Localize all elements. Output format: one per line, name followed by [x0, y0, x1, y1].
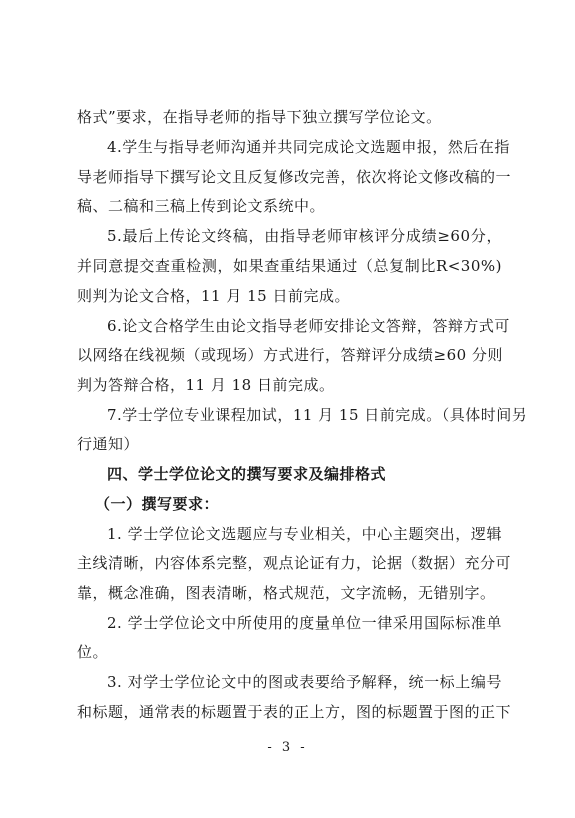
text-line-8: 6.论文合格学生由论文指导老师安排论文答辩，答辩方式可 [107, 317, 510, 335]
text-line-16: 主线清晰，内容体系完整，观点论证有力，论据（数据）充分可 [77, 554, 512, 572]
page-number: - 3 - [267, 740, 308, 755]
text-line-4: 稿、二稿和三稿上传到论文系统中。 [77, 197, 326, 215]
text-line-6: 并同意提交查重检测，如果查重结果通过（总复制比R<30%) [77, 257, 502, 275]
text-line-12: 行通知） [77, 435, 140, 453]
text-line-17: 靠，概念准确，图表清晰，格式规范，文字流畅，无错别字。 [77, 584, 496, 602]
subsection-heading: （一）撰写要求： [95, 495, 220, 513]
text-line-7: 则判为论文合格，11 月 15 日前完成。 [77, 287, 350, 305]
text-line-2: 4.学生与指导老师沟通并共同完成论文选题申报，然后在指 [107, 138, 510, 156]
text-line-5: 5.最后上传论文终稿，由指导老师审核评分成绩≥60分， [107, 227, 502, 245]
text-line-19: 位。 [77, 643, 109, 661]
text-line-18: 2. 学士学位论文中所使用的度量单位一律采用国际标准单 [107, 614, 502, 632]
text-line-20: 3. 对学士学位论文中的图或表要给予解释，统一标上编号 [107, 673, 502, 691]
text-line-15: 1. 学士学位论文选题应与专业相关，中心主题突出，逻辑 [107, 525, 502, 543]
text-line-10: 判为答辩合格，11 月 18 日前完成。 [77, 376, 335, 394]
text-line-3: 导老师指导下撰写论文且反复修改完善，依次将论文修改稿的一 [77, 168, 512, 186]
text-line-11: 7.学士学位专业课程加试，11 月 15 日前完成。（具体时间另 [107, 406, 528, 424]
text-line-9: 以网络在线视频（或现场）方式进行，答辩评分成绩≥60 分则 [77, 346, 503, 364]
text-line-21: 和标题，通常表的标题置于表的正上方，图的标题置于图的正下 [77, 703, 512, 721]
text-line-1: 格式”要求，在指导老师的指导下独立撰写学位论文。 [77, 108, 442, 126]
section-heading: 四、学士学位论文的撰写要求及编排格式 [107, 465, 387, 483]
